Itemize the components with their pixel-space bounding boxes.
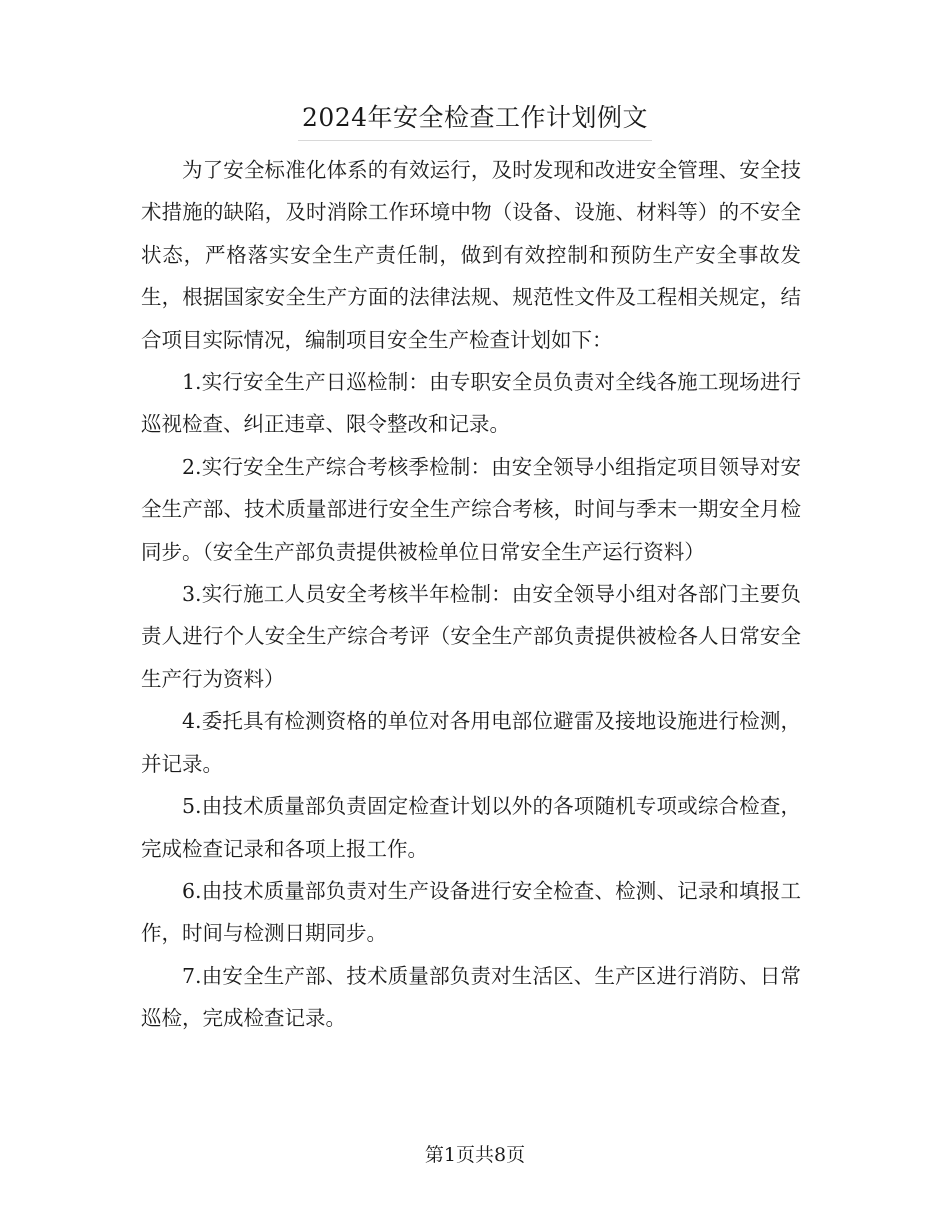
list-item-5: 5.由技术质量部负责固定检查计划以外的各项随机专项或综合检查，完成检查记录和各项上报工作。 <box>141 794 801 861</box>
document-title: 2024年安全检查工作计划例文 <box>298 98 652 141</box>
title-wrap <box>0 98 950 141</box>
page-number-footer: 第1页共8页 <box>424 1144 526 1166</box>
intro-paragraph: 为了安全标准化体系的有效运行，及时发现和改进安全管理、安全技术措施的缺陷，及时消除工作环境中物（设备、设施、材料等）的不安全状态，严格落实安全生产责任制，做到有效控制和预防生产安全事故发生，根据国家安全生产方面的法律法规、规范性文件及工程相关规定，结合项目实际情况，编制项目安全生产检查计划如下： <box>141 158 801 352</box>
list-item-1: 1.实行安全生产日巡检制：由专职安全员负责对全线各施工现场进行巡视检查、纠正违章、限令整改和记录。 <box>141 370 801 437</box>
document-body <box>141 149 801 1040</box>
list-item-6: 6.由技术质量部负责对生产设备进行安全检查、检测、记录和填报工作，时间与检测日期同步。 <box>141 878 801 946</box>
list-item-7: 7.由安全生产部、技术质量部负责对生活区、生产区进行消防、日常巡检，完成检查记录。 <box>141 963 801 1031</box>
list-item-4: 4.委托具有检测资格的单位对各用电部位避雷及接地设施进行检测，并记录。 <box>141 709 801 776</box>
list-item-3: 3.实行施工人员安全考核半年检制：由安全领导小组对各部门主要负责人进行个人安全生产综合考评（安全生产部负责提供被检各人日常安全生产行为资料） <box>141 582 801 691</box>
list-item-2: 2.实行安全生产综合考核季检制：由安全领导小组指定项目领导对安全生产部、技术质量部进行安全生产综合考核，时间与季末一期安全月检同步。（安全生产部负责提供被检单位日常安全生产运行资料） <box>141 454 801 564</box>
